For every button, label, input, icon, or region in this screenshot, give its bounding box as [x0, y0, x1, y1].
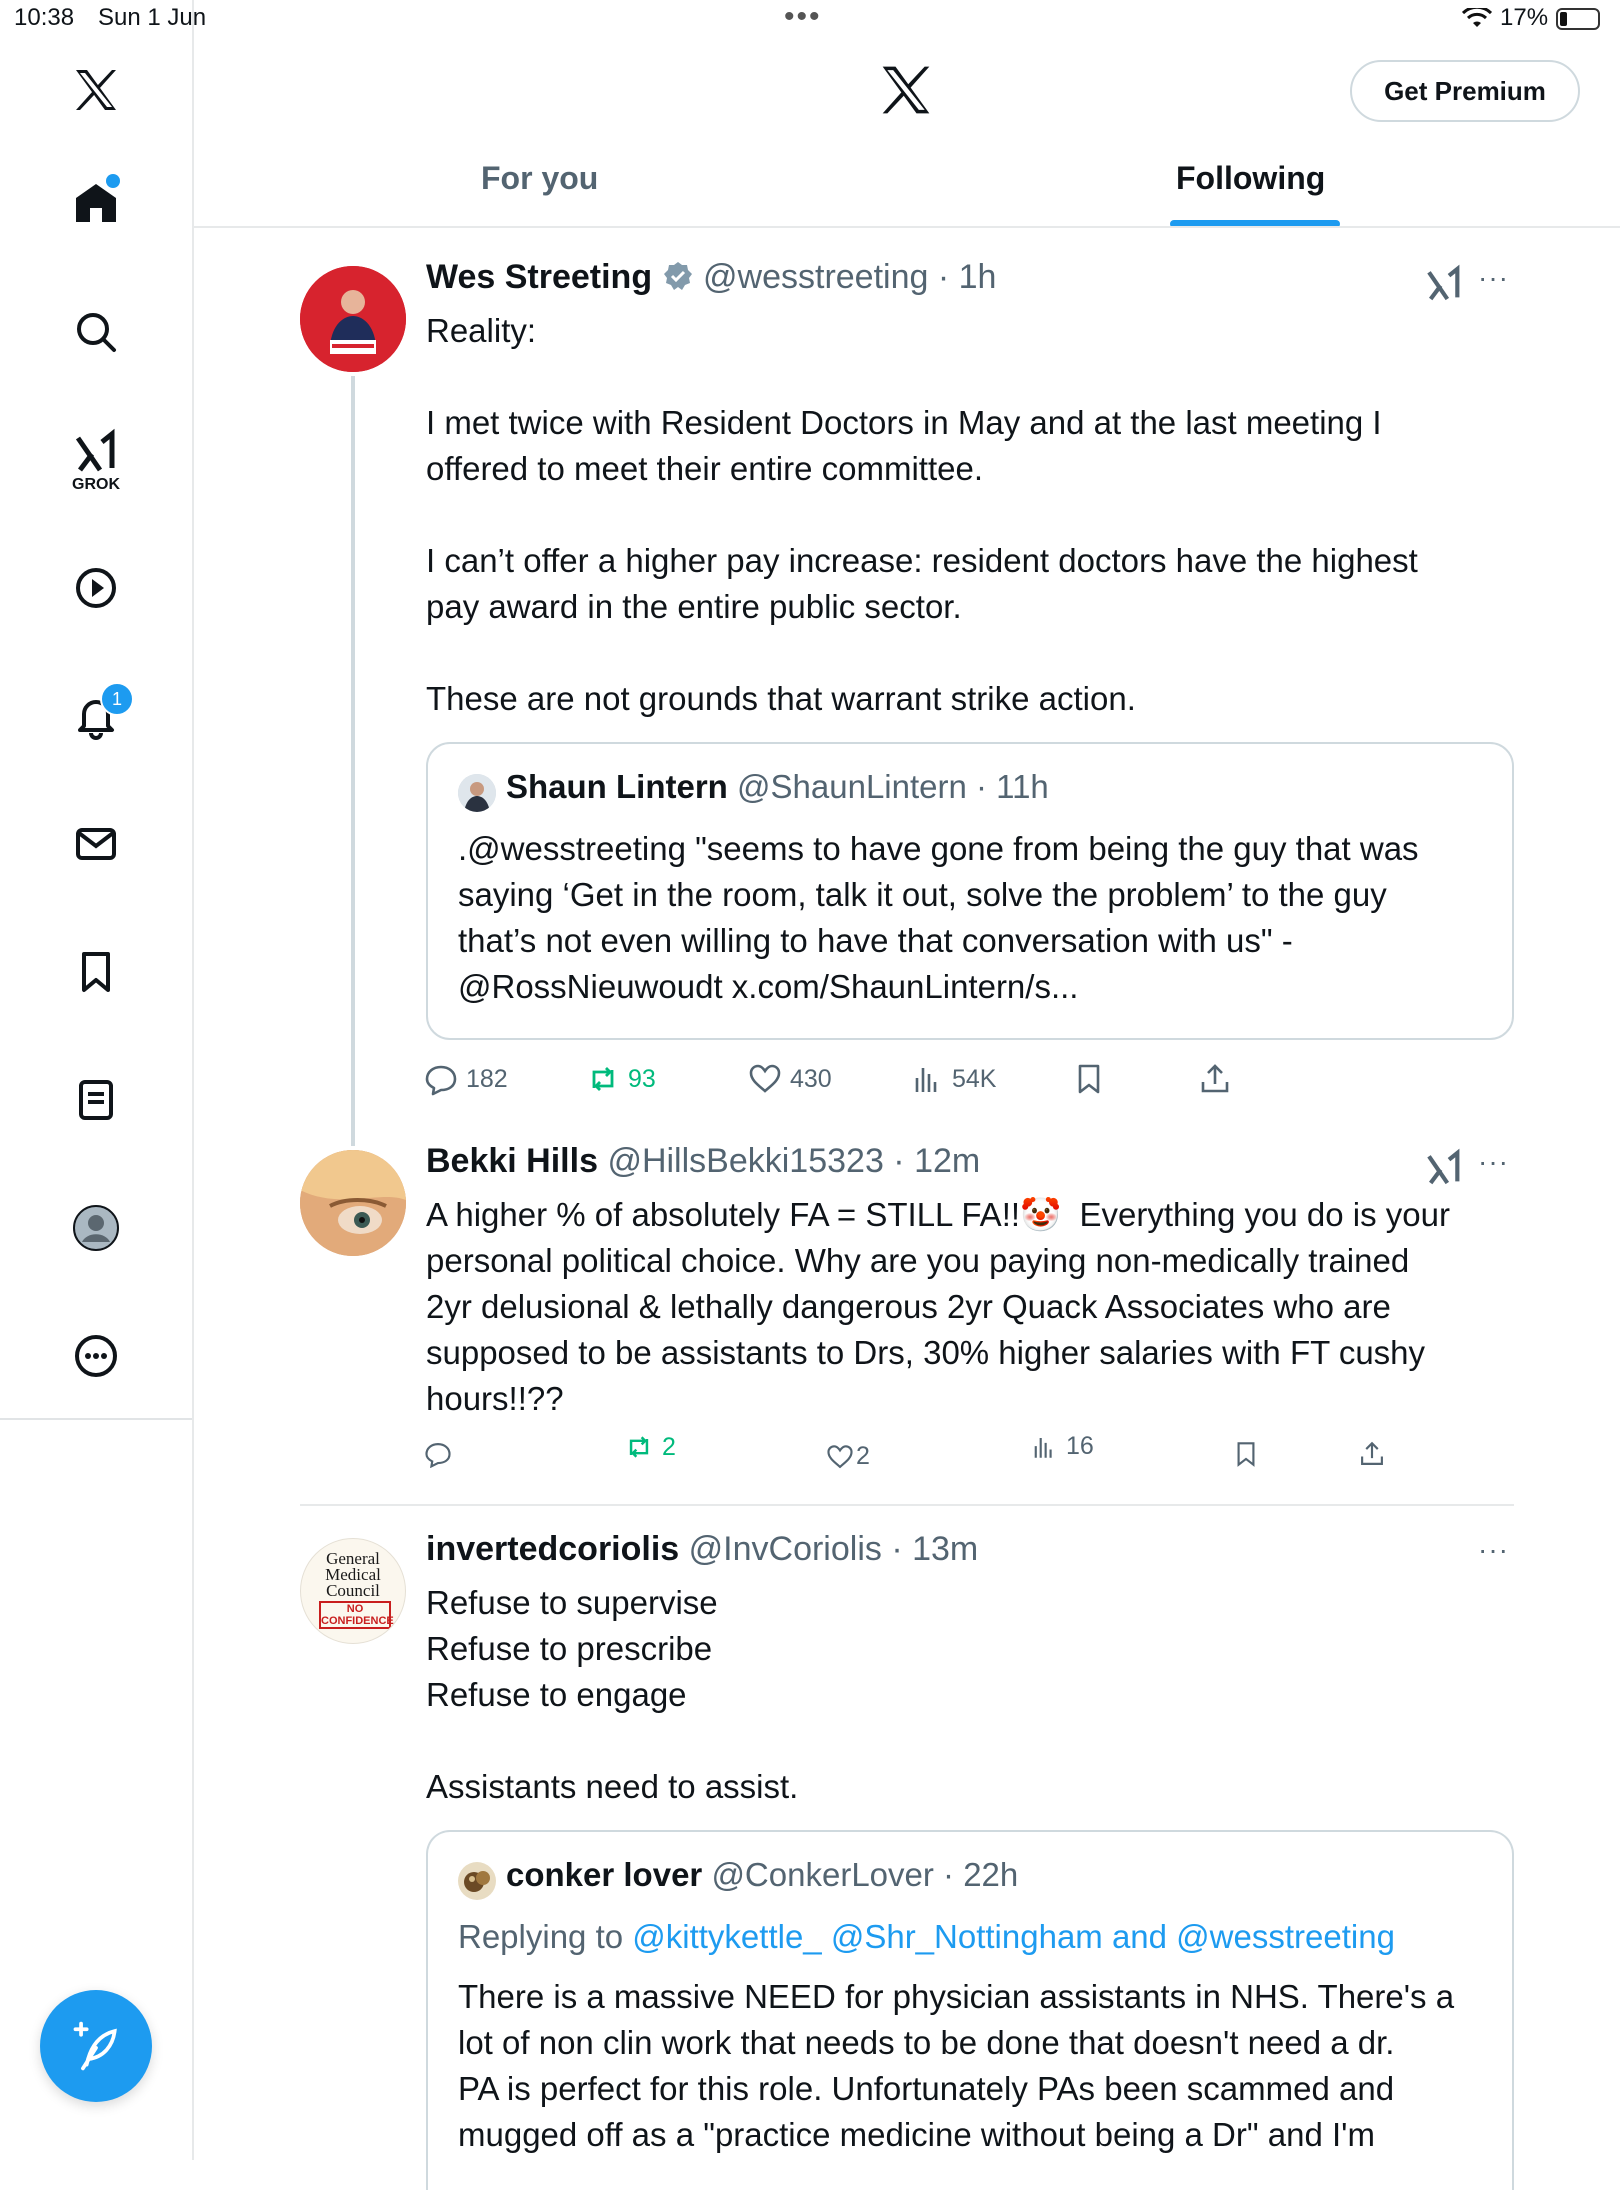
- heart-icon: [748, 1062, 782, 1096]
- get-premium-button[interactable]: Get Premium: [1350, 60, 1580, 122]
- lists-icon[interactable]: [56, 1060, 136, 1140]
- more-menu-icon[interactable]: ···: [1478, 1146, 1509, 1177]
- wifi-icon: [1462, 8, 1492, 28]
- author-handle[interactable]: @InvCoriolis: [688, 1530, 882, 1568]
- bookmark-icon: [1232, 1440, 1260, 1468]
- more-menu-icon[interactable]: ···: [1478, 1534, 1509, 1565]
- multitasking-dots-icon[interactable]: •••: [784, 0, 822, 33]
- author-handle[interactable]: @HillsBekki15323: [607, 1142, 884, 1180]
- avatar-text-3: Council: [326, 1581, 380, 1600]
- status-date: Sun 1 Jun: [98, 4, 207, 31]
- author-name[interactable]: Wes Streeting: [426, 258, 653, 296]
- quoted-post-header: conker lover @ConkerLover · 22h: [506, 1856, 1019, 1893]
- x-logo-icon[interactable]: [56, 50, 136, 130]
- quoted-post[interactable]: [426, 1830, 1514, 2190]
- replying-to-line: [458, 1914, 1395, 1960]
- views-count: 54K: [952, 1064, 997, 1093]
- bookmark-button[interactable]: [1072, 1062, 1114, 1096]
- post-text-line1: A higher % of absolutely FA = STILL FA!!: [426, 1196, 1021, 1233]
- avatar-text-2: Medical: [325, 1565, 381, 1584]
- avatar-invertedcoriolis[interactable]: [300, 1538, 406, 1644]
- post-time[interactable]: 1h: [958, 258, 997, 296]
- reply-button[interactable]: [424, 1440, 460, 1468]
- post-time[interactable]: 12m: [914, 1142, 981, 1180]
- quoted-post-text: .@wesstreeting "seems to have gone from being the guy that was saying ‘Get in the room, talk it out, solve the problem’ to the guy that’s not even willing to have that conversation with us" - @RossNieuwoudt x.com/ShaunLintern/s...: [458, 830, 1419, 1005]
- post-text: Refuse to supervise Refuse to prescribe Refuse to engage Assistants need to assist.: [426, 1584, 799, 1805]
- avatar-wes-streeting[interactable]: [300, 266, 406, 372]
- quoted-post-time: 11h: [996, 768, 1049, 805]
- messages-envelope-icon[interactable]: [56, 804, 136, 884]
- repost-button[interactable]: [586, 1062, 656, 1096]
- quoted-author-handle: @ShaunLintern: [737, 768, 967, 805]
- home-new-dot: [106, 174, 120, 188]
- notifications-bell-icon[interactable]: [56, 676, 136, 756]
- reply-bubble-icon: [424, 1062, 458, 1096]
- author-name[interactable]: Bekki Hills: [426, 1142, 598, 1180]
- bookmark-button[interactable]: [1232, 1440, 1268, 1468]
- home-icon[interactable]: [56, 162, 136, 242]
- status-time: 10:38: [14, 4, 75, 31]
- avatar-stamp-2: CONFIDENCE: [321, 1615, 394, 1627]
- repost-count: 2: [662, 1432, 676, 1461]
- clown-emoji: 🤡: [1020, 1196, 1062, 1233]
- battery-icon: [1556, 8, 1600, 30]
- post-text-rest: personal political choice. Why are you paying non-medically trained 2yr delusional & lethally dangerous 2yr Quack Associates who are supposed to be assistants to Drs, 30% higher salaries with FT cushy hours!!??: [426, 1242, 1426, 1417]
- reply-button[interactable]: [424, 1062, 508, 1096]
- post-header: Bekki Hills @HillsBekki15323 · 12m: [426, 1142, 981, 1180]
- thread-line: [351, 376, 355, 1146]
- search-icon[interactable]: [56, 292, 136, 372]
- grok-label: GROK: [72, 476, 120, 493]
- bookmark-icon: [1072, 1062, 1106, 1096]
- more-options-icon[interactable]: [56, 1316, 136, 1396]
- share-upload-icon: [1358, 1440, 1386, 1468]
- quoted-post-header: Shaun Lintern @ShaunLintern · 11h: [506, 768, 1049, 805]
- quoted-author-name: Shaun Lintern: [506, 768, 728, 805]
- post-time[interactable]: 13m: [912, 1530, 979, 1568]
- verified-badge-icon: [662, 260, 694, 292]
- video-play-icon[interactable]: [56, 548, 136, 628]
- avatar-text-1: General: [326, 1549, 380, 1568]
- views-chart-icon: [910, 1062, 944, 1096]
- post-text: Reality: I met twice with Resident Doctors in May and at the last meeting I offered to meet their entire committee. I can’t offer a higher pay increase: resident doctors have the highest pay award in the entire public sector. These are not grounds that warrant strike action.: [426, 312, 1418, 717]
- views-button[interactable]: [910, 1062, 996, 1096]
- repost-icon: [624, 1432, 654, 1462]
- post-divider: [300, 1504, 1514, 1506]
- reply-bubble-icon: [424, 1440, 452, 1468]
- post-text: [426, 1192, 1450, 1422]
- replying-prefix: Replying to: [458, 1918, 633, 1955]
- x-logo-header-icon[interactable]: [876, 62, 936, 118]
- like-count: 430: [790, 1064, 832, 1093]
- views-chart-icon: [1030, 1433, 1058, 1461]
- bookmarks-icon[interactable]: [56, 932, 136, 1012]
- avatar-conker-lover: [458, 1862, 496, 1900]
- tab-for-you[interactable]: For you: [481, 160, 599, 196]
- share-upload-icon: [1198, 1062, 1232, 1096]
- author-handle[interactable]: @wesstreeting: [703, 258, 929, 296]
- tab-following[interactable]: Following: [1176, 160, 1326, 196]
- quoted-author-handle: @ConkerLover: [711, 1856, 934, 1893]
- like-count: 2: [856, 1442, 870, 1470]
- share-button[interactable]: [1198, 1062, 1240, 1096]
- sidebar: [0, 0, 194, 2160]
- share-button[interactable]: [1358, 1440, 1394, 1468]
- views-button[interactable]: [1030, 1432, 1094, 1461]
- profile-avatar-icon[interactable]: [56, 1188, 136, 1268]
- repost-button[interactable]: [624, 1432, 676, 1462]
- quoted-post[interactable]: [426, 742, 1514, 1040]
- compose-post-button[interactable]: [40, 1990, 152, 2102]
- reply-count: 182: [466, 1064, 508, 1093]
- more-menu-icon[interactable]: ···: [1478, 262, 1509, 293]
- battery-percent: 17%: [1500, 4, 1549, 31]
- avatar-stamp-1: NO: [346, 1603, 364, 1615]
- author-name[interactable]: invertedcoriolis: [426, 1530, 680, 1568]
- sidebar-divider: [0, 1418, 192, 1420]
- replying-to-handles[interactable]: @kittykettle_ @Shr_Nottingham and @wesstreeting: [632, 1918, 1395, 1955]
- quoted-post-time: 22h: [963, 1856, 1019, 1893]
- grok-explain-icon[interactable]: [1424, 1148, 1464, 1188]
- views-count: 16: [1066, 1432, 1094, 1460]
- compose-feather-icon: [68, 2018, 124, 2074]
- grok-explain-icon[interactable]: [1424, 264, 1464, 304]
- post-header: invertedcoriolis @InvCoriolis · 13m: [426, 1530, 979, 1568]
- repost-count: 93: [628, 1064, 656, 1093]
- heart-icon: [826, 1443, 854, 1471]
- avatar-shaun-lintern: [458, 774, 496, 812]
- quoted-author-name: conker lover: [506, 1856, 703, 1893]
- post-header: Wes Streeting @wesstreeting · 1h: [426, 258, 997, 296]
- like-button[interactable]: [826, 1442, 870, 1471]
- post-text-line1-end: Everything you do is your: [1061, 1196, 1451, 1233]
- repost-icon: [586, 1062, 620, 1096]
- like-button[interactable]: [748, 1062, 832, 1096]
- quoted-post-text: There is a massive NEED for physician assistants in NHS. There's a lot of non clin work that needs to be done that doesn't need a dr. PA is perfect for this role. Unfortunately PAs been scammed and mugged off as a "practice medicine without being a Dr" and I'm: [458, 1978, 1455, 2153]
- avatar-bekki-hills[interactable]: [300, 1150, 406, 1256]
- notifications-badge: 1: [100, 682, 134, 716]
- header-divider: [192, 226, 1620, 228]
